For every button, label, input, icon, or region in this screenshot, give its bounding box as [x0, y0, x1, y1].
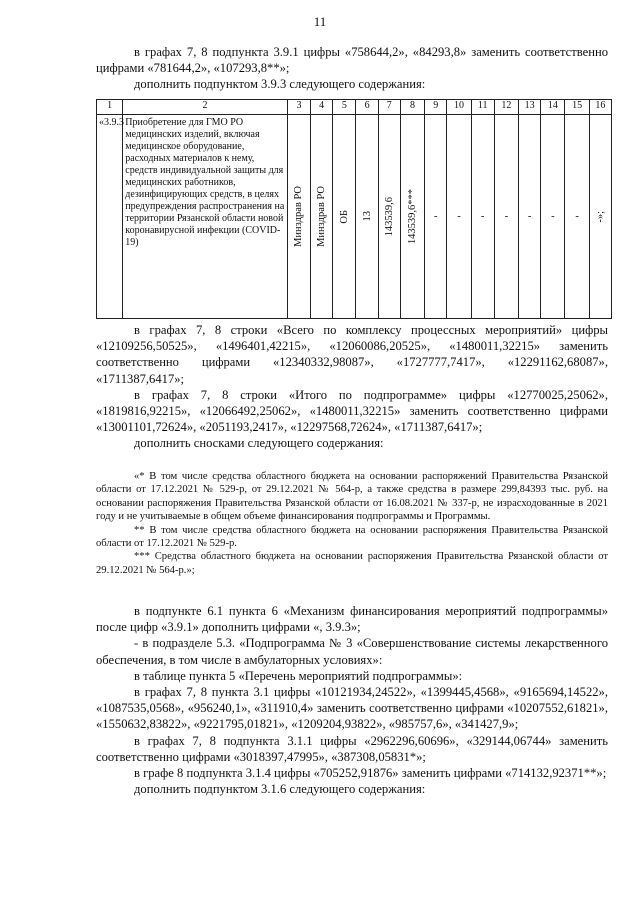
header-cell: 15 [565, 100, 589, 115]
code-cell: 13 [361, 211, 373, 222]
paragraph: в графах 7, 8 строки «Всего по комплексу процессных мероприятий» цифры «12109256,50525», «1496401,42215», «12060086,20525», «1480011,32215» заменить соответственно цифрами «12340332,98087», «1727777,7417», «12291162,68087», «1711387,6417»; [96, 323, 608, 386]
header-cell: 10 [447, 100, 471, 115]
row-number: «3.9.3 [97, 115, 123, 319]
paragraph: в подпункте 6.1 пункта 6 «Механизм финансирования мероприятий подпрограммы» после цифр «3.9.1» дополнить цифрами «, 3.9.3»; [96, 604, 608, 635]
header-cell: 8 [400, 100, 424, 115]
last-cell: -»; [594, 210, 606, 223]
header-cell: 2 [123, 100, 288, 115]
total-cell: 143539,6 [383, 196, 395, 237]
header-cell: 7 [378, 100, 400, 115]
dash-cell: - [494, 115, 518, 319]
header-cell: 1 [97, 100, 123, 115]
dash-cell: - [425, 115, 447, 319]
dash-cell: - [447, 115, 471, 319]
header-cell: 11 [471, 100, 494, 115]
table-header-row [97, 100, 612, 115]
source-cell: ОБ [338, 209, 350, 224]
dash-cell: - [541, 115, 565, 319]
header-cell: 12 [494, 100, 518, 115]
recipient-cell: Минздрав РО [316, 186, 328, 247]
footnotes-block [96, 470, 608, 577]
header-cell: 16 [589, 100, 611, 115]
header-cell: 4 [311, 100, 333, 115]
body-block-2 [96, 603, 608, 797]
dash-cell: - [471, 115, 494, 319]
header-cell: 6 [356, 100, 378, 115]
measures-table [96, 99, 612, 319]
dash-cell: - [519, 115, 541, 319]
intro-block [96, 44, 608, 93]
paragraph: дополнить сносками следующего содержания: [134, 436, 384, 451]
intro-paragraph-2: дополнить подпунктом 3.9.3 следующего содержания: [134, 77, 426, 92]
intro-paragraph-1: в графах 7, 8 подпункта 3.9.1 цифры «758644,2», «84293,8» заменить соответственно цифрами «781644,2», «107293,8**»; [96, 45, 608, 76]
dash-cell: - [565, 115, 589, 319]
header-cell: 5 [333, 100, 356, 115]
page-number: 11 [313, 14, 327, 29]
paragraph: в графах 7, 8 подпункта 3.1.1 цифры «2962296,60696», «329144,06744» заменить соответственно цифрами «3018397,47995», «387308,05831*»; [96, 733, 608, 764]
header-cell: 3 [287, 100, 310, 115]
paragraph: - в подразделе 5.3. «Подпрограмма № 3 «Совершенствование системы лекарственного обеспечения, в том числе в амбулаторных условиях»: [96, 636, 608, 667]
header-cell: 9 [425, 100, 447, 115]
table-row [97, 115, 612, 319]
paragraph: в графах 7, 8 строки «Итого по подпрограмме» цифры «12770025,25062», «1819816,92215», «12066492,25062», «1480011,32215» заменить соответственно цифрами «13001101,72624», «2051193,2417», «12297568,72624», «1711387,6417»; [96, 387, 608, 435]
footnote: ** В том числе средства областного бюджета на основании распоряжения Правительства Рязанской области от 17.12.2021 № 529-р. [96, 524, 608, 550]
header-cell: 14 [541, 100, 565, 115]
header-cell: 13 [519, 100, 541, 115]
paragraph: в графах 7, 8 пункта 3.1 цифры «10121934,24522», «1399445,4568», «9165694,14522», «1087535,0568», «956240,1», «311910,4» заменить соответственно цифрами «10207552,61821», «1550632,83822», «9221795,01821», «1209204,93822», «985757,6», «341427,9»; [96, 685, 608, 732]
body-block-1 [96, 322, 608, 452]
footnote: *** Средства областного бюджета на основании распоряжения Правительства Рязанской области от 29.12.2021 № 564-р.»; [96, 551, 608, 576]
year-2022-cell: 143539,6*** [407, 188, 418, 245]
executor-cell: Минздрав РО [293, 186, 305, 247]
row-description: Приобретение для ГМО РО медицинских изделий, включая медицинское оборудование, расходных материалов к нему, средств индивидуальной защиты для медицинских работников, дезинфицирующих средств, в целях предупреждения распространения на территории Рязанской области новой коронавирусной инфекции (COVID-19) [123, 115, 288, 319]
paragraph: в графе 8 подпункта 3.1.4 цифры «705252,91876» заменить цифрами «714132,92371**»; [134, 766, 607, 781]
footnote: «* В том числе средства областного бюджета на основании распоряжений Правительства Рязанской области от 17.12.2021 № 529-р, от 29.12.2021 № 564-р, а также средства в размере 299,84393 тыс. руб. на основании распоряжения Правительства Рязанской области от 16.08.2021 № 337-р, не израсходованные в 2021 году и не учитываемые в общем объеме финансирования подпрограммы и Программы. [96, 471, 608, 523]
paragraph: в таблице пункта 5 «Перечень мероприятий подпрограммы»: [134, 668, 463, 683]
paragraph: дополнить подпунктом 3.1.6 следующего содержания: [134, 782, 426, 797]
